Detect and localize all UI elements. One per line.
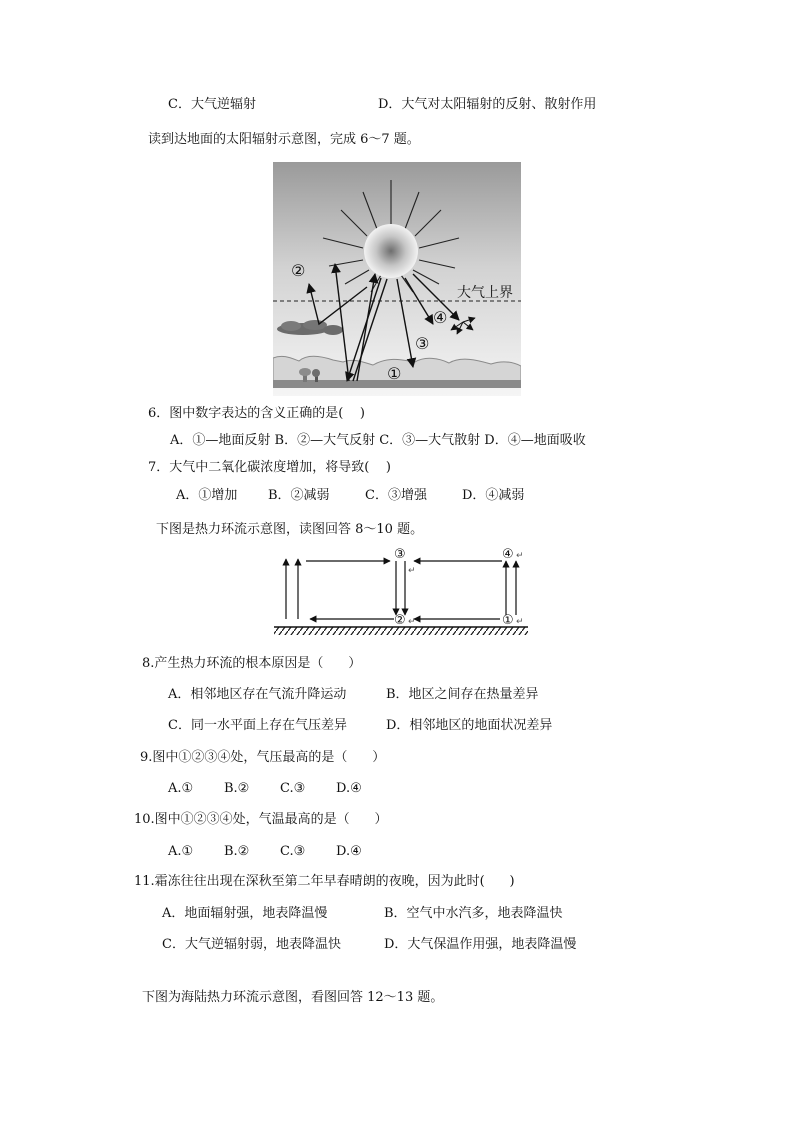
atmosphere-boundary-label: 大气上界: [457, 285, 513, 301]
intro-8-10: 下图是热力环流示意图，读图回答 8～10 题。: [156, 522, 424, 537]
q5-option-c: C．大气逆辐射: [168, 97, 256, 112]
q9-option-b: B.②: [224, 781, 250, 796]
q5-option-d: D．大气对太阳辐射的反射、散射作用: [378, 97, 597, 112]
q11-option-b: B．空气中水汽多，地表降温快: [384, 906, 563, 921]
marker-3: ③: [394, 547, 406, 562]
marker-4: ④: [433, 308, 448, 327]
para-mark-3: ↵: [408, 566, 416, 576]
para-mark-4: ↵: [516, 551, 524, 561]
marker-3: ③: [415, 334, 430, 353]
q8-option-d: D．相邻地区的地面状况差异: [386, 718, 553, 733]
thermal-circulation-figure: [270, 543, 532, 637]
q8-option-a: A．相邻地区存在气流升降运动: [168, 687, 347, 702]
q8-stem: 8.产生热力环流的根本原因是（ ）: [142, 656, 362, 671]
q7-option-a: A．①增加: [176, 488, 238, 503]
intro-12-13: 下图为海陆热力环流示意图，看图回答 12～13 题。: [142, 990, 444, 1005]
q8-option-c: C．同一水平面上存在气压差异: [168, 718, 347, 733]
marker-2: ②: [394, 613, 406, 628]
marker-1: ①: [387, 364, 402, 383]
solar-radiation-figure: [273, 162, 521, 396]
q11-option-a: A．地面辐射强，地表降温慢: [162, 906, 328, 921]
q9-option-d: D.④: [336, 781, 362, 796]
thermal-circulation-diagram: [270, 543, 532, 637]
q9-stem: 9.图中①②③④处，气压最高的是（ ）: [140, 750, 386, 765]
para-mark-2: ↵: [408, 617, 416, 627]
ground-hatch: [274, 627, 528, 635]
q11-option-d: D．大气保温作用强，地表降温慢: [384, 937, 577, 952]
marker-1: ①: [502, 613, 514, 628]
q7-option-b: B．②减弱: [268, 488, 330, 503]
marker-4: ④: [502, 547, 514, 562]
q11-option-c: C．大气逆辐射弱，地表降温快: [162, 937, 341, 952]
q6-options: A．①—地面反射 B．②—大气反射 C．③—大气散射 D．④—地面吸收: [170, 433, 586, 448]
q10-stem: 10.图中①②③④处，气温最高的是（ ）: [134, 812, 388, 827]
q10-option-a: A.①: [168, 844, 194, 859]
q10-option-c: C.③: [280, 844, 306, 859]
q8-option-b: B．地区之间存在热量差异: [386, 687, 539, 702]
marker-2: ②: [291, 261, 306, 280]
q7-stem: 7．大气中二氧化碳浓度增加，将导致( ): [148, 460, 391, 475]
q7-option-d: D．④减弱: [462, 488, 525, 503]
para-mark-1: ↵: [516, 617, 524, 627]
q7-option-c: C．③增强: [365, 488, 427, 503]
q6-stem: 6．图中数字表达的含义正确的是( ): [148, 406, 365, 421]
q10-option-b: B.②: [224, 844, 250, 859]
q9-option-c: C.③: [280, 781, 306, 796]
q10-option-d: D.④: [336, 844, 362, 859]
intro-6-7: 读到达地面的太阳辐射示意图，完成 6～7 题。: [148, 132, 420, 147]
q9-option-a: A.①: [168, 781, 194, 796]
solar-radiation-diagram: [273, 162, 521, 396]
sun: [364, 224, 418, 278]
q11-stem: 11.霜冻往往出现在深秋至第二年早春晴朗的夜晚，因为此时( ): [134, 874, 515, 889]
